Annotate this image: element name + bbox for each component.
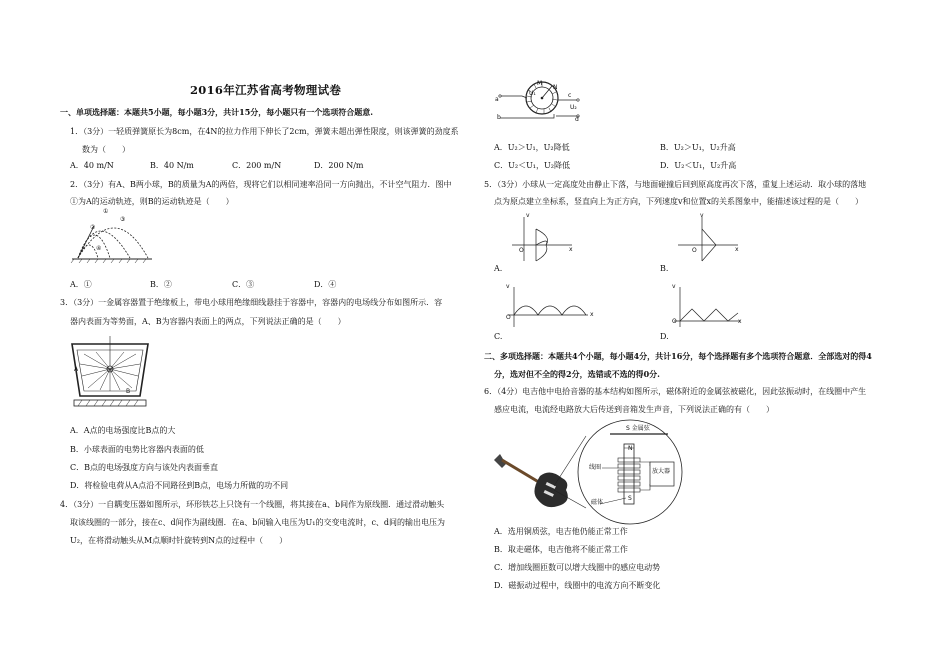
container-point-b: B — [126, 388, 131, 395]
q4-option-a[interactable]: A．U₂＞U₁，U₂降低 — [494, 143, 570, 152]
question-6-text-cont: 感应电流，电流经电路放大后传送到音箱发生声音，下列说法正确的有（ ） — [494, 405, 774, 414]
graph-a — [510, 215, 575, 265]
question-3-text-cont: 器内表面为等势面，A、B为容器内表面上的两点，下列说法正确的是（ ） — [70, 317, 346, 326]
graph-a-v-label: v — [526, 212, 530, 219]
question-1-text-cont: 数为（ ） — [82, 145, 130, 154]
q2-option-b[interactable]: B．② — [150, 280, 172, 289]
q4-option-c[interactable]: C．U₂＜U₁，U₂降低 — [494, 161, 570, 170]
graph-c — [506, 285, 592, 330]
q2-option-c[interactable]: C．③ — [232, 280, 255, 289]
magnet-label: 磁体 — [591, 499, 604, 506]
trajectory-label-2: ② — [90, 224, 96, 231]
question-4-text-cont2: U₂，在将滑动触头从M点顺时针旋转到N点的过程中（ ） — [70, 536, 288, 545]
terminal-a: a — [495, 96, 499, 103]
q5-option-b[interactable]: B. — [660, 264, 669, 273]
page-title: 2016年江苏省高考物理试卷 — [190, 83, 342, 97]
projectile-trajectories-figure — [70, 212, 160, 272]
question-6-text: 6．（4分）电吉他中电拾音器的基本结构如图所示，磁体附近的金属弦被磁化，因此弦振动时，在线圈中产生 — [484, 387, 867, 396]
q3-option-b[interactable]: B．小球表面的电势比容器内表面的低 — [70, 445, 204, 454]
voltage-u1-label: U₁ — [529, 90, 536, 97]
q1-option-c[interactable]: C．200 m/N — [232, 161, 282, 170]
graph-a-x-label: x — [569, 246, 573, 253]
graph-b-v-label: v — [700, 212, 704, 219]
question-4-text: 4．（3分）一自耦变压器如图所示，环形铁芯上只饶有一个线圈，将其接在a、b间作为原线圈．通过滑动触头 — [60, 500, 445, 509]
pickup-metal-string-label: S 金属弦 — [626, 425, 650, 432]
question-2-text-cont: ①为A的运动轨迹，则B的运动轨迹是（ ） — [70, 197, 234, 206]
q3-option-a[interactable]: A．A点的电场强度比B点的大 — [70, 426, 176, 435]
graph-c-origin-label: O — [506, 314, 511, 321]
amplifier-label: 放大器 — [652, 468, 671, 475]
question-5-text: 5．（3分）小球从一定高度处由静止下落，与地面碰撞后回到原高度再次下落，重复上述运动．取小球的落地 — [484, 180, 867, 189]
q6-option-a[interactable]: A．选用铜质弦，电吉他仍能正常工作 — [494, 527, 628, 536]
question-5-text-cont: 点为原点建立坐标系，竖直向上为正方向，下列速度v和位置x的关系图象中，能描述该过程的是（ ） — [494, 197, 864, 206]
q6-option-b[interactable]: B．取走磁体，电吉他将不能正常工作 — [494, 545, 628, 554]
contact-point-m: M — [537, 80, 543, 87]
q1-option-d[interactable]: D．200 N/m — [314, 161, 364, 170]
graph-d-origin-label: O — [672, 318, 677, 325]
q1-option-b[interactable]: B．40 N/m — [150, 161, 194, 170]
section-heading-2-cont: 分，选对但不全的得2分，选错或不选的得0分. — [494, 369, 660, 379]
container-point-a: A — [74, 366, 79, 373]
q6-option-c[interactable]: C．增加线圈匝数可以增大线圈中的感应电动势 — [494, 563, 661, 572]
graph-d-v-label: v — [672, 283, 676, 290]
terminal-b: b — [497, 114, 501, 121]
graph-c-v-label: v — [506, 283, 510, 290]
magnet-south-label: S — [628, 495, 632, 502]
q5-option-d[interactable]: D. — [660, 332, 669, 341]
section-heading-1: 一、单项选择题：本题共5小题，每小题3分，共计15分，每小题只有一个选项符合题意. — [60, 107, 374, 117]
graph-b-x-label: x — [735, 246, 739, 253]
graph-d — [672, 285, 744, 330]
q3-option-d[interactable]: D．将检验电荷从A点沿不同路径到B点，电场力所做的功不同 — [70, 481, 289, 490]
graph-d-x-label: x — [738, 318, 742, 325]
contact-point-n: N — [553, 84, 558, 91]
q4-option-d[interactable]: D．U₂＜U₁，U₂升高 — [660, 161, 737, 170]
section-heading-2: 二、多项选择题：本题共4个小题，每小题4分，共计16分，每个选择题有多个选项符合题意．全部选对的得4 — [484, 351, 872, 361]
q5-option-c[interactable]: C. — [494, 332, 503, 341]
q1-option-a[interactable]: A．40 m/N — [70, 161, 114, 170]
coil-label: 线圈 — [589, 464, 602, 471]
graph-b-origin-label: O — [692, 247, 697, 254]
magnet-north-label: N — [628, 445, 633, 452]
graph-a-origin-label: O — [519, 247, 524, 254]
graph-b — [676, 215, 741, 265]
question-2-text: 2．（3分）有A、B两小球，B的质量为A的两倍，现将它们以相同速率沿同一方向抛出，不计空气阻力．图中 — [70, 180, 452, 189]
question-4-text-cont: 取该线圈的一部分，接在c、d间作为副线圈．在a、b间输入电压为U₁的交变电流时，c、d间的输出电压为 — [70, 518, 446, 527]
q4-option-b[interactable]: B．U₂＞U₁，U₂升高 — [660, 143, 736, 152]
question-3-text: 3．（3分）一金属容器置于绝缘板上，带电小球用绝缘细线悬挂于容器中，容器内的电场线分布如图所示．容 — [60, 298, 443, 307]
trajectory-label-1: ① — [103, 208, 109, 215]
graph-c-x-label: x — [590, 311, 594, 318]
metal-container-field-figure — [70, 334, 150, 412]
q5-option-a[interactable]: A. — [494, 264, 503, 273]
q2-option-a[interactable]: A．① — [70, 280, 92, 289]
question-1-text: 1．（3分）一轻质弹簧原长为8cm，在4N的拉力作用下伸长了2cm，弹簧未超出弹性限度，则该弹簧的劲度系 — [70, 127, 459, 136]
q3-option-c[interactable]: C．B点的电场强度方向与该处内表面垂直 — [70, 463, 218, 472]
terminal-c: c — [568, 92, 572, 99]
trajectory-label-4: ④ — [96, 245, 102, 252]
voltage-u2-label: U₂ — [570, 104, 577, 111]
q2-option-d[interactable]: D．④ — [314, 280, 337, 289]
trajectory-label-3: ③ — [120, 216, 126, 223]
q6-option-d[interactable]: D．磁振动过程中，线圈中的电流方向不断变化 — [494, 581, 661, 590]
terminal-d: d — [575, 116, 579, 123]
